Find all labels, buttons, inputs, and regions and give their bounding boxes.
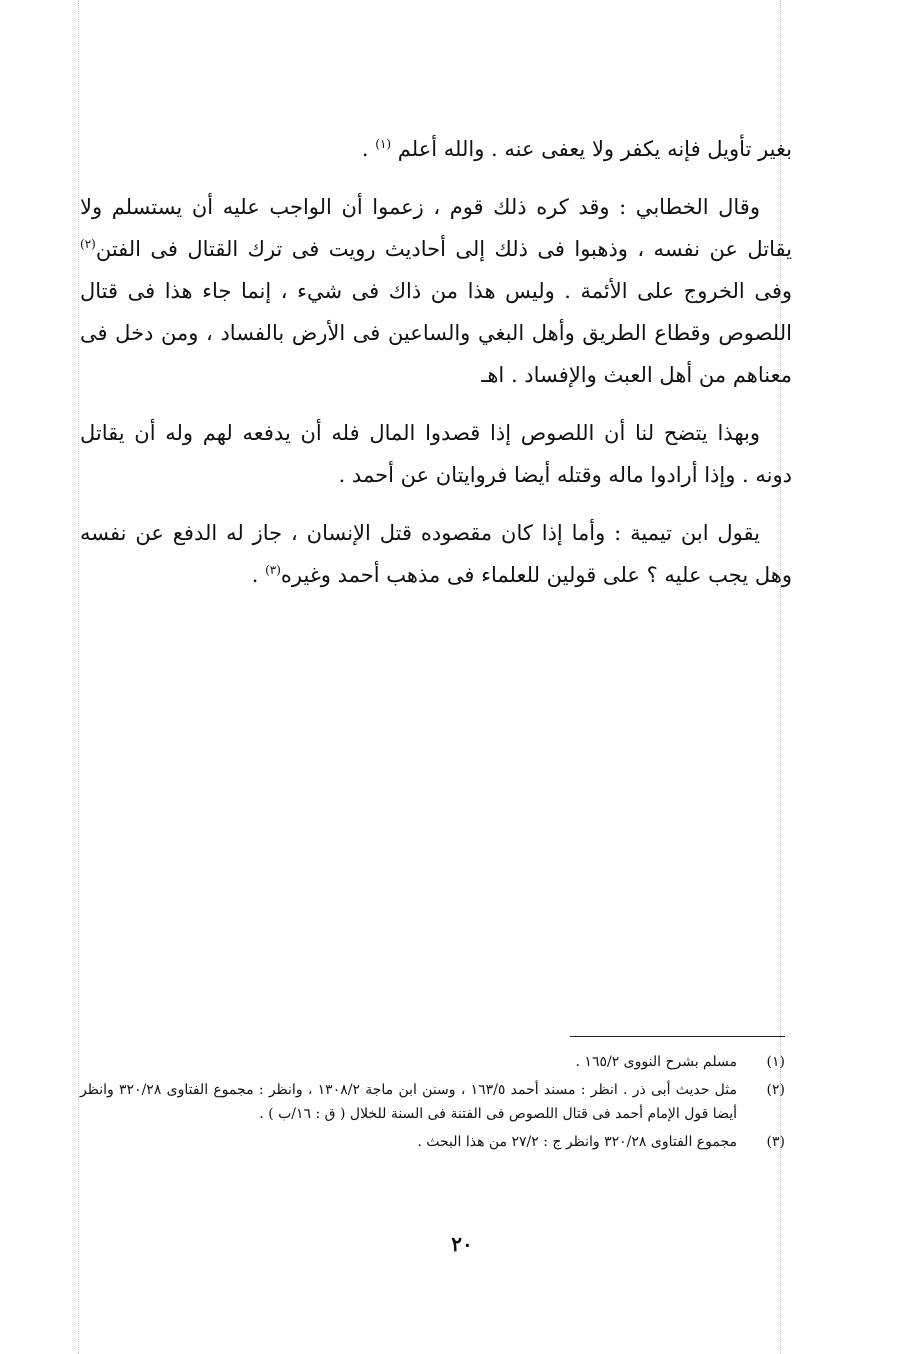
footnote-3	[80, 1130, 785, 1154]
paragraph-3: وبهذا يتضح لنا أن اللصوص إذا قصدوا المال فله أن يدفعه لهم وله أن يقاتل دونه . وإذا أرادوا ماله وقتله أيضا فروايتان عن أحمد .	[80, 421, 792, 487]
footnote-ref-2: (٢)	[80, 237, 96, 251]
footnote-separator	[570, 1036, 785, 1037]
paragraph-4: يقول ابن تيمية : وأما إذا كان مقصوده قتل الإنسان ، جاز له الدفع عن نفسه وهل يجب عليه ؟ على قولين للعلماء فى مذهب أحمد وغيره$^{(٣)}$ .	[80, 521, 792, 587]
footnote-ref-1: (١)	[375, 137, 392, 151]
footnote-1	[80, 1050, 785, 1074]
footnote-ref-3: (٣)	[265, 563, 281, 577]
footnote-number: (٣)	[766, 1134, 785, 1150]
main-text	[80, 128, 792, 612]
footnote-2	[80, 1078, 785, 1126]
fold-guide-left	[78, 0, 79, 1354]
paragraph-1: بغير تأويل فإنه يكفر ولا يعفى عنه . والله أعلم $^{(١)}$ .	[361, 137, 792, 161]
paragraph-2: وقال الخطابي : وقد كره ذلك قوم ، زعموا أن الواجب عليه أن يستسلم ولا يقاتل عن نفسه ، وذهبوا فى ذلك إلى أحاديث رويت فى ترك القتال فى الفتن$^{(٢)}$ وفى الخروج على الأئمة . وليس هذا من ذاك فى شيء ، إنما جاء هذا فى قتال اللصوص وقطاع الطريق وأهل البغي والساعين فى الأرض بالفساد ، ومن دخل فى معناهم من أهل العبث والإفساد . اهـ	[80, 195, 792, 387]
footnotes	[80, 1050, 785, 1158]
footnote-number: (٢)	[766, 1082, 785, 1098]
footnote-number: (١)	[766, 1054, 785, 1070]
footnote-text: مجموع الفتاوى ٣٢٠/٢٨ وانظر ج : ٢٧/٢ من هذا البحث .	[417, 1134, 737, 1150]
page-number: ٢٠	[451, 1232, 473, 1256]
footnote-text: مثل حديث أبى ذر . انظر : مسند أحمد ١٦٣/٥ ، وسنن ابن ماجة ١٣٠٨/٢ ، وانظر : مجموع الفتاوى ٣٢٠/٢٨ وانظر أيضا قول الإمام أحمد فى قتال اللصوص فى الفتنة فى السنة للخلال ( ق : ١٦/ب ) .	[80, 1082, 737, 1122]
footnote-text: مسلم بشرح النووى ١٦٥/٢ .	[575, 1054, 737, 1070]
